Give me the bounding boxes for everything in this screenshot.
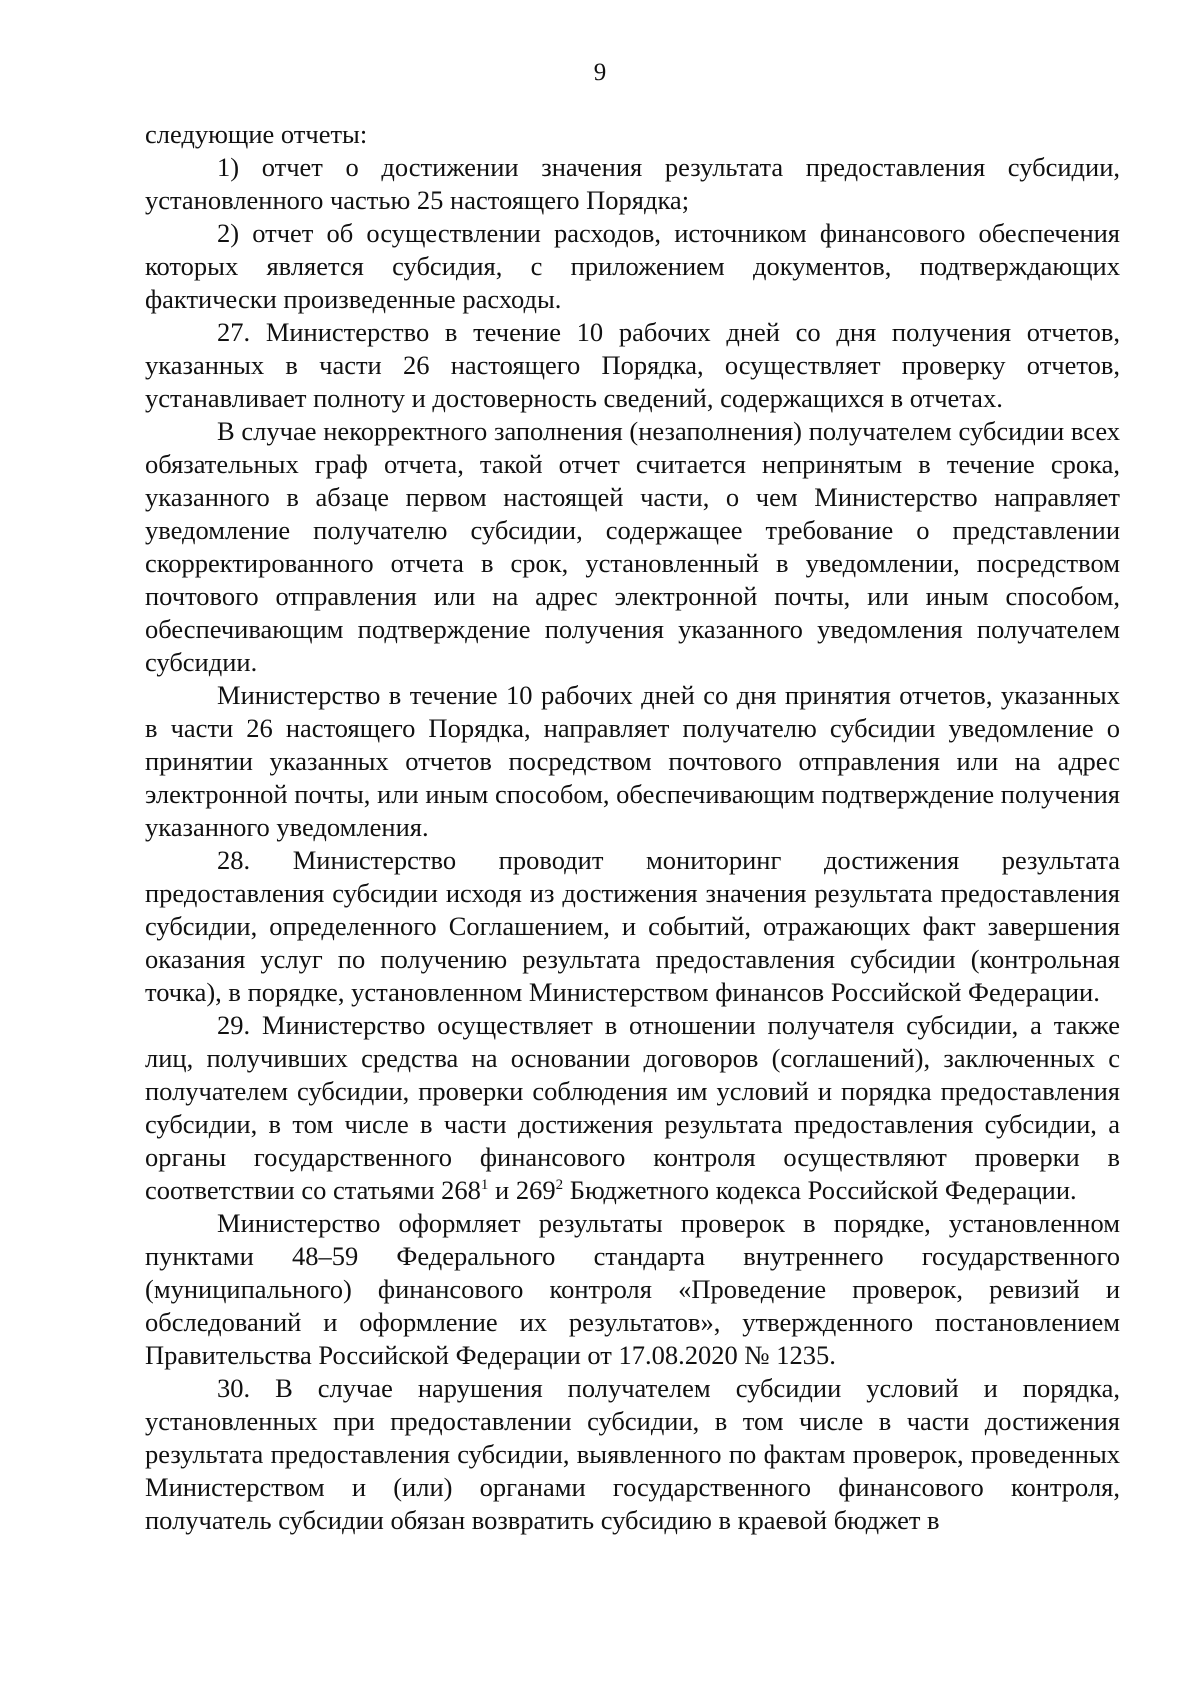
paragraph-29-text-2: и 269 [488,1175,556,1205]
paragraph-item-1: 1) отчет о достижении значения результата предоставления субсидии, установленного частью 25 настоящего Порядка; [145,152,1120,215]
paragraph-28: 28. Министерство проводит мониторинг достижения результата предоставления субсидии исходя из достижения значения результата предоставления субсидии, определенного Соглашением, и событий, отражающих факт завершения оказания услуг по получению результата предоставления субсидии (контрольная точка), в порядке, установленном Министерством финансов Российской Федерации. [145,845,1120,1007]
footnote-superscript-1: 1 [480,1177,489,1194]
paragraph-item-2: 2) отчет об осуществлении расходов, источником финансового обеспечения которых является субсидия, с приложением документов, подтверждающих фактически произведенные расходы. [145,218,1120,314]
footnote-superscript-2: 2 [555,1177,564,1194]
paragraph-29 [145,1009,1120,1207]
paragraph-27-incorrect-filling: В случае некорректного заполнения (незаполнения) получателем субсидии всех обязательных граф отчета, такой отчет считается непринятым в течение срока, указанного в абзаце первом настоящей части, о чем Министерство направляет уведомление получателю субсидии, содержащее требование о представлении скорректированного отчета в срок, установленный в уведомлении, посредством почтового отправления или на адрес электронной почты, или иным способом, обеспечивающим подтверждение получения указанного уведомления получателем субсидии. [145,416,1120,677]
paragraph-29-inspection-results: Министерство оформляет результаты проверок в порядке, установленном пунктами 48–59 Федерального стандарта внутреннего государственного (муниципального) финансового контроля «Проведение проверок, ревизий и обследований и оформление их результатов», утвержденного постановлением Правительства Российской Федерации от 17.08.2020 № 1235. [145,1208,1120,1370]
paragraph-30: 30. В случае нарушения получателем субсидии условий и порядка, установленных при предоставлении субсидии, в том числе в части достижения результата предоставления субсидии, выявленного по фактам проверок, проведенных Министерством и (или) органами государственного финансового контроля, получатель субсидии обязан возвратить субсидию в краевой бюджет в [145,1373,1120,1535]
paragraph-27-acceptance-notice: Министерство в течение 10 рабочих дней со дня принятия отчетов, указанных в части 26 настоящего Порядка, направляет получателю субсидии уведомление о принятии указанных отчетов посредством почтового отправления или на адрес электронной почты, или иным способом, обеспечивающим подтверждение получения указанного уведомления. [145,680,1120,842]
paragraph-29-text-1: 29. Министерство осуществляет в отношении получателя субсидии, а также лиц, получивших средства на основании договоров (соглашений), заключенных с получателем субсидии, проверки соблюдения им условий и порядка предоставления субсидии, в том числе в части достижения результата предоставления субсидии, а органы государственного финансового контроля осуществляют проверки в соответствии со статьями 268 [145,1010,1120,1205]
paragraph-29-text-3: Бюджетного кодекса Российской Федерации. [563,1175,1077,1205]
document-body [145,118,1120,1537]
page-number: 9 [593,59,607,86]
paragraph-27: 27. Министерство в течение 10 рабочих дней со дня получения отчетов, указанных в части 26 настоящего Порядка, осуществляет проверку отчетов, устанавливает полноту и достоверность сведений, содержащихся в отчетах. [145,317,1120,413]
paragraph-intro: следующие отчеты: [145,119,368,149]
